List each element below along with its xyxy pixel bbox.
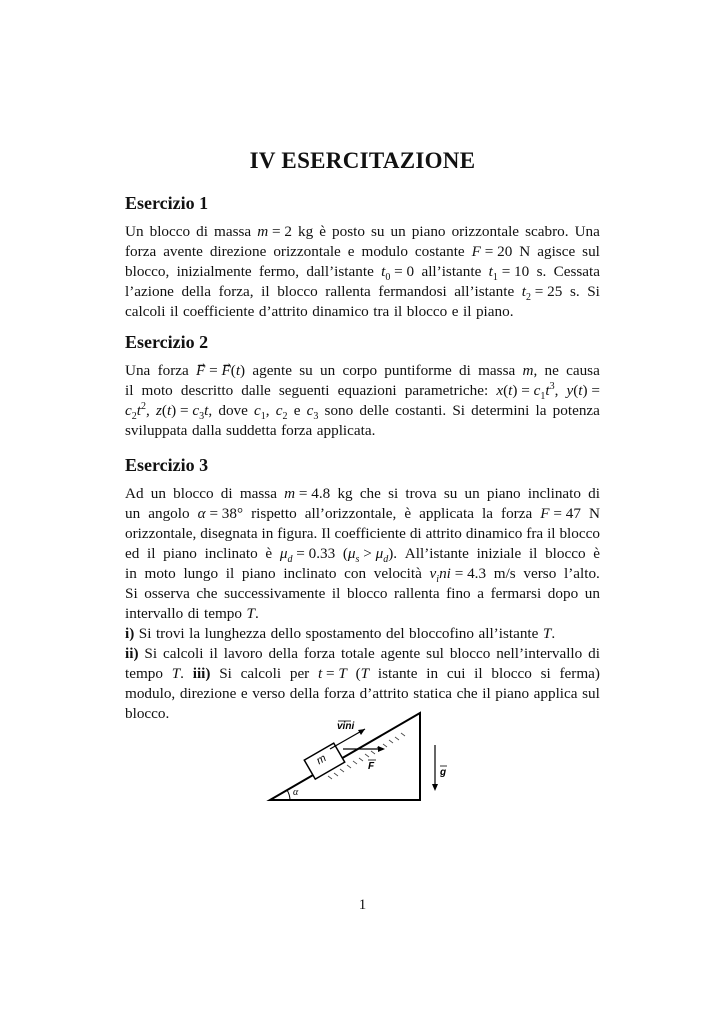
angle-label: α [293, 787, 299, 798]
inclined-plane-diagram [265, 705, 465, 805]
ex3-line-6: Si osserva che successivamente il blocco rallenta fino a fermarsi dopo un [125, 585, 600, 602]
ex3-line-11: modulo, direzione e verso della forza d’attrito statica che il piano applica sul [125, 685, 600, 702]
ex3-line-5: in moto lungo il piano inclinato con velocità $v_ini = 4.3$ m/s verso l’alto. [125, 565, 600, 586]
page-number: 1 [358, 897, 367, 913]
ex3-line-3: orizzontale, disegnata in figura. Il coefficiente di attrito dinamico fra il blocco [125, 525, 600, 542]
exercise-3-heading: Esercizio 3 [125, 455, 209, 475]
ex3-line-2: un angolo α = 38° rispetto all’orizzontale, è applicata la forza F = 47 N [125, 505, 600, 522]
ex2-line-2: il moto descritto dalle seguenti equazioni parametriche: $x(t) = c_1t^3$, y(t) = [125, 380, 600, 403]
exercise-2-heading: Esercizio 2 [125, 332, 209, 352]
ex2-line-1: Una forza F⃗ = F⃗(t) agente su un corpo puntiforme di massa m, ne causa [125, 362, 600, 379]
ex3-line-12: blocco. [125, 705, 170, 722]
angle-arc [287, 790, 290, 800]
page-title: IV ESERCITAZIONE [249, 148, 476, 173]
gravity-arrowhead [432, 784, 438, 791]
gravity-label: g [440, 767, 447, 778]
ex2-line-4: sviluppata dalla suddetta forza applicata. [125, 422, 376, 439]
ex1-line-1: Un blocco di massa m = 2 kg è posto su un piano orizzontale scabro. Una [125, 223, 600, 240]
ex1-line-2: forza avente direzione orizzontale e modulo costante F = 20 N agisce sul [125, 243, 600, 260]
force-label: F [368, 761, 375, 772]
ex1-line-5: calcoli il coefficiente d’attrito dinamico tra il blocco e il piano. [125, 303, 514, 320]
inclined-plane-figure [265, 705, 465, 810]
ex3-line-10: tempo T. iii) Si calcoli per t = T (T istante in cui il blocco si ferma) [125, 665, 600, 682]
exercise-1-heading: Esercizio 1 [125, 193, 209, 213]
ex1-line-4: l’azione della forza, il blocco rallenta fermandosi all’istante $t_2 = 25$ s. Si [125, 283, 600, 304]
ex2-line-3: $c_2t^2$, $z(t) = c_3t$, dove $c_1$, $c_2$ e $c_3$ sono delle costanti. Si determini la potenza [125, 400, 600, 423]
ex3-line-4: ed il piano inclinato è $\mu_d = 0.33$ $(\mu_s > \mu_d)$. All’istante iniziale il blocco è [125, 545, 600, 566]
velocity-label: vini [337, 721, 355, 732]
force-arrowhead [378, 746, 385, 752]
ex3-line-8: i) Si trovi la lunghezza dello spostamento del bloccofino all’istante T. [125, 625, 556, 642]
mass-label: m [314, 752, 329, 768]
ex3-line-7: intervallo di tempo T. [125, 605, 259, 622]
ex3-line-9: ii) Si calcoli il lavoro della forza totale agente sul blocco nell’intervallo di [125, 645, 600, 662]
ex3-line-1: Ad un blocco di massa m = 4.8 kg che si trova su un piano inclinato di [125, 485, 600, 502]
ex1-line-3: blocco, inizialmente fermo, dall’istante $t_0 = 0$ all’istante $t_1 = 10$ s. Cessata [125, 263, 600, 284]
